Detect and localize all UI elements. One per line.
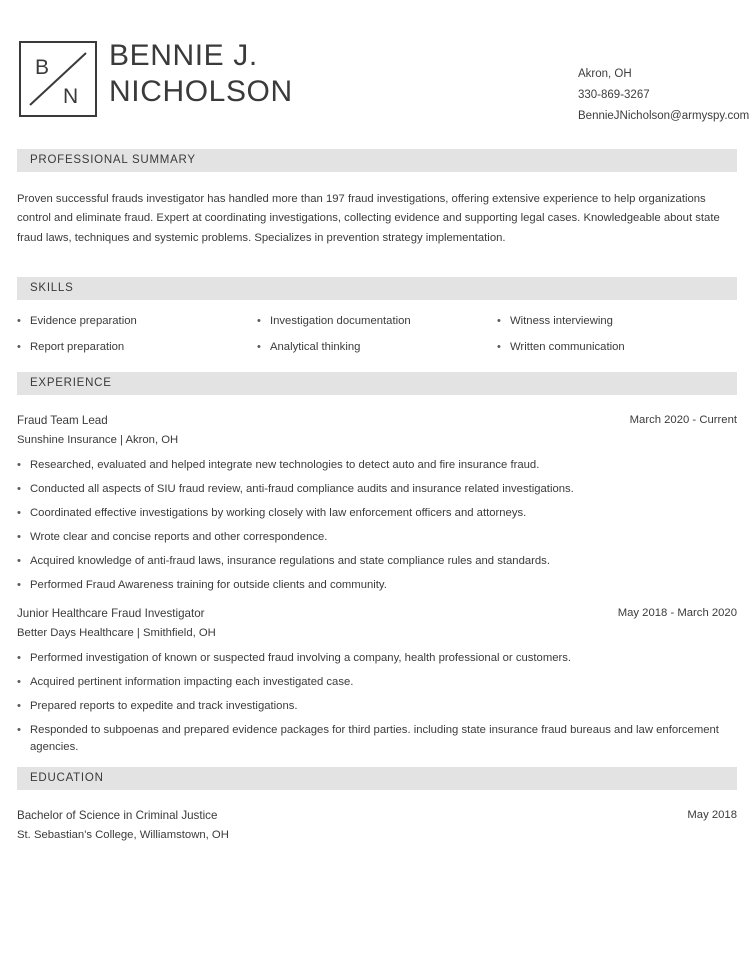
skill-label: Written communication (509, 341, 625, 353)
skill-item (17, 313, 257, 339)
skill-item (257, 339, 497, 365)
section-header-skills (17, 277, 737, 300)
bullet-icon: • (17, 315, 21, 327)
job-bullet (17, 722, 737, 756)
bullet-icon: • (17, 579, 21, 591)
bullet-icon: • (17, 531, 21, 543)
skill-item (17, 339, 257, 365)
skills-grid (17, 313, 737, 365)
job-bullet (17, 529, 737, 546)
job-bullet (17, 553, 737, 570)
experience-entry (17, 604, 737, 756)
section-title-experience: EXPERIENCE (30, 377, 112, 389)
contact-location: Akron, OH (578, 68, 632, 80)
skill-label: Report preparation (30, 341, 125, 353)
job-bullet-text: Performed Fraud Awareness training for outside clients and community. (30, 579, 387, 591)
job-bullet-text: Wrote clear and concise reports and other correspondence. (30, 531, 328, 543)
job-dates: May 2018 - March 2020 (617, 607, 737, 619)
job-bullet (17, 674, 737, 691)
job-bullet-text: Conducted all aspects of SIU fraud review, anti-fraud compliance audits and insurance related investigations. (30, 483, 574, 495)
bullet-icon: • (496, 315, 501, 327)
job-company: Sunshine Insurance | Akron, OH (17, 434, 179, 446)
monogram-letter-bottom: N (63, 85, 79, 108)
summary-text: Proven successful frauds investigator has handled more than 197 fraud investigations, offering extensive experience to help organizations control and eliminate fraud. Expert at coordinating investigations, collecting evidence and supporting legal cases. Knowledgeable about state fraud laws, techniques and systemic problems. Specializes in prevention strategy implementation. (17, 193, 720, 244)
monogram-graphic (21, 43, 95, 115)
skill-label: Analytical thinking (269, 341, 361, 353)
resume-header (18, 38, 750, 126)
monogram-logo (19, 41, 97, 117)
skill-item (497, 339, 737, 365)
bullet-icon: • (17, 459, 21, 471)
summary-body (17, 190, 737, 248)
bullet-icon: • (17, 555, 21, 567)
experience-entry (17, 411, 737, 594)
job-bullet-text: Coordinated effective investigations by working closely with law enforcement officers and attorneys. (30, 507, 527, 519)
contact-email[interactable]: BennieJNicholson@armyspy.com (578, 110, 750, 122)
bullet-icon: • (17, 341, 21, 353)
job-bullet-list (17, 457, 737, 594)
job-dates: March 2020 - Current (629, 414, 737, 426)
candidate-name (109, 38, 439, 110)
contact-block (477, 64, 750, 127)
contact-phone[interactable]: 330-869-3267 (578, 89, 650, 101)
job-bullet-text: Responded to subpoenas and prepared evidence packages for third parties. including state insurance fraud bureaus and law enforcement agencies. (30, 724, 719, 753)
education-header (17, 806, 737, 825)
section-header-education (17, 767, 737, 790)
job-title: Fraud Team Lead (17, 414, 108, 427)
job-bullet (17, 505, 737, 522)
job-header (17, 411, 737, 430)
job-bullet-text: Researched, evaluated and helped integrate new technologies to detect auto and fire insurance fraud. (30, 459, 540, 471)
bullet-icon: • (17, 676, 21, 688)
bullet-icon: • (17, 700, 21, 712)
job-bullet (17, 457, 737, 474)
skill-item (257, 313, 497, 339)
section-header-experience (17, 372, 737, 395)
job-bullet-text: Performed investigation of known or suspected fraud involving a company, health professional or customers. (30, 652, 572, 664)
bullet-icon: • (256, 315, 261, 327)
skill-label: Evidence preparation (30, 315, 137, 327)
bullet-icon: • (17, 507, 21, 519)
bullet-icon: • (17, 483, 21, 495)
name-line-first: BENNIE J. (109, 39, 258, 72)
job-bullet (17, 650, 737, 667)
job-bullet-text: Acquired pertinent information impacting each investigated case. (30, 676, 354, 688)
bullet-icon: • (496, 341, 501, 353)
degree-title: Bachelor of Science in Criminal Justice (17, 809, 218, 822)
job-bullet (17, 577, 737, 594)
job-header (17, 604, 737, 623)
job-bullet-text: Acquired knowledge of anti-fraud laws, insurance regulations and state compliance rules and standards. (30, 555, 550, 567)
skill-item (497, 313, 737, 339)
skill-label: Investigation documentation (269, 315, 411, 327)
monogram-letter-top: B (35, 56, 50, 79)
name-line-last: NICHOLSON (109, 75, 293, 108)
education-date: May 2018 (687, 809, 737, 821)
job-bullet (17, 698, 737, 715)
job-bullet (17, 481, 737, 498)
section-title-summary: PROFESSIONAL SUMMARY (30, 154, 196, 166)
bullet-icon: • (256, 341, 261, 353)
section-title-skills: SKILLS (30, 282, 74, 294)
bullet-icon: • (17, 652, 21, 664)
job-bullet-list (17, 650, 737, 756)
section-header-summary (17, 149, 737, 172)
school-name: St. Sebastian's College, Williamstown, OH (17, 829, 229, 841)
education-entry (17, 806, 737, 845)
bullet-icon: • (17, 724, 21, 736)
section-title-education: EDUCATION (30, 772, 104, 784)
job-bullet-text: Prepared reports to expedite and track investigations. (30, 700, 298, 712)
skill-label: Witness interviewing (509, 315, 613, 327)
job-title: Junior Healthcare Fraud Investigator (17, 607, 205, 620)
job-company: Better Days Healthcare | Smithfield, OH (17, 627, 216, 639)
